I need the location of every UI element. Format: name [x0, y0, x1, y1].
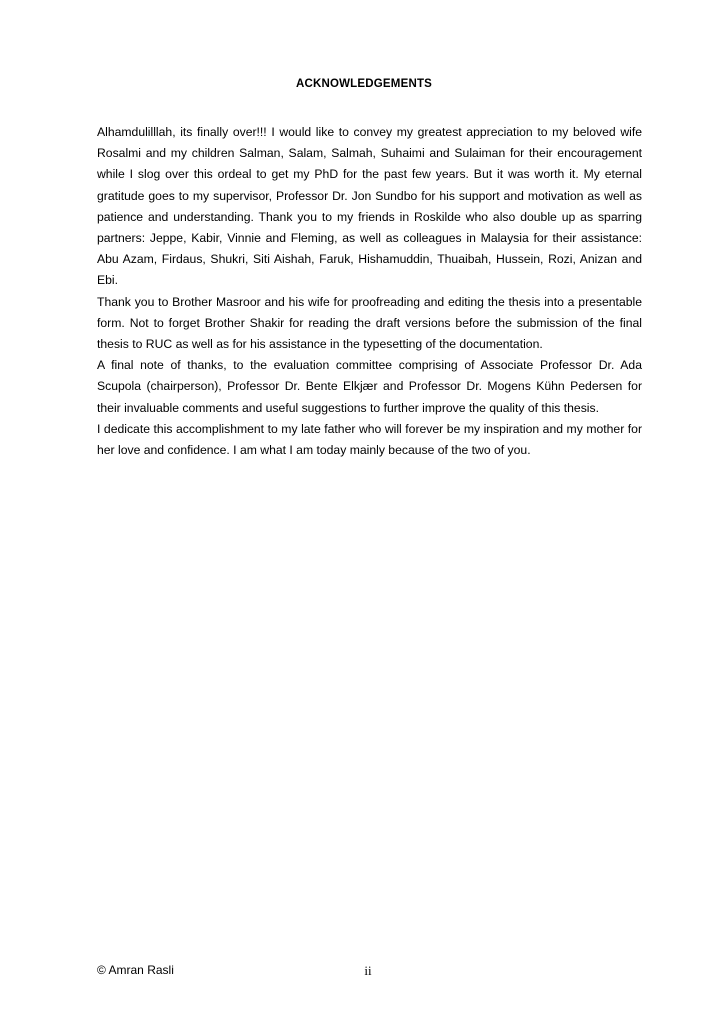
page-title: ACKNOWLEDGEMENTS	[295, 78, 433, 90]
paragraph-evaluation-committee: A final note of thanks, to the evaluation committee comprising of Associate Professor Dr. Ada Scupola (chairperson), Professor Dr. Bente Elkjær and Professor Dr. Mogens Kühn Pedersen for their invaluable comments and useful suggestions to further improve the quality of this thesis.	[97, 358, 642, 415]
paragraph-dedication: I dedicate this accomplishment to my late father who will forever be my inspiration and my mother for her love and confidence. I am what I am today mainly because of the two of you.	[97, 421, 642, 458]
paragraph-proofreading: Thank you to Brother Masroor and his wife for proofreading and editing the thesis into a presentable form. Not to forget Brother Shakir for reading the draft versions before the submission of the final thesis to RUC as well as for his assistance in the typesetting of the documentation.	[97, 294, 642, 352]
footer-author: © Amran Rasli	[97, 963, 174, 977]
page-number: ii	[364, 963, 372, 978]
acknowledgements-body	[97, 122, 642, 461]
paragraph-family-and-colleagues: Alhamdulilllah, its finally over!!! I would like to convey my greatest appreciation to my beloved wife Rosalmi and my children Salman, Salam, Salmah, Suhaimi and Sulaiman for their encouragement while I slog over this ordeal to get my PhD for the past few years. But it was worth it. My eternal gratitude goes to my supervisor, Professor Dr. Jon Sundbo for his support and motivation as well as patience and understanding. Thank you to my friends in Roskilde who also double up as sparring partners: Jeppe, Kabir, Vinnie and Fleming, as well as colleagues in Malaysia for their assistance: Abu Azam, Firdaus, Shukri, Siti Aishah, Faruk, Hishamuddin, Thuaibah, Hussein, Rozi, Anizan and Ebi.	[97, 125, 642, 288]
